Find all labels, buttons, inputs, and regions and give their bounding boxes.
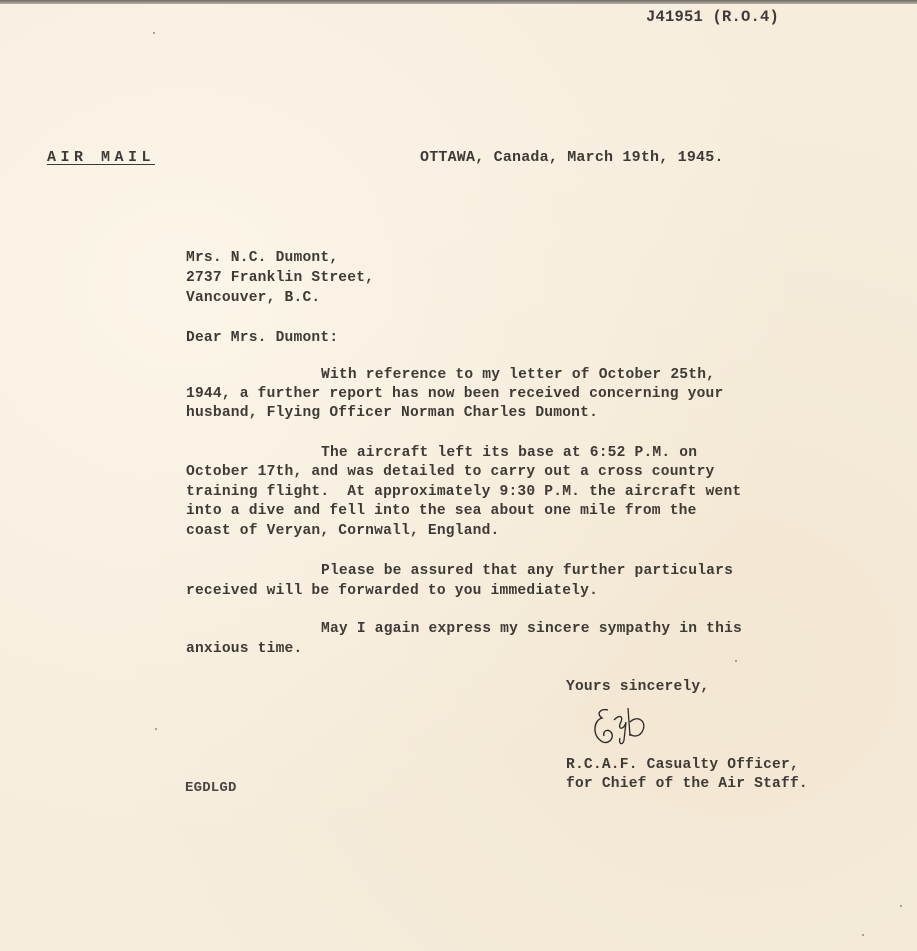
paper-speck — [155, 728, 157, 730]
closing: Yours sincerely, — [566, 679, 710, 695]
recipient-name: Mrs. N.C. Dumont, — [186, 250, 339, 266]
handwritten-signature-icon — [590, 700, 650, 752]
recipient-street: 2737 Franklin Street, — [186, 270, 375, 286]
paragraph-2-line-4: into a dive and fell into the sea about one mile from the — [186, 503, 697, 519]
paper-speck — [862, 934, 864, 936]
dateline: OTTAWA, Canada, March 19th, 1945. — [420, 149, 724, 166]
salutation: Dear Mrs. Dumont: — [186, 330, 339, 346]
paragraph-1-line-1: With reference to my letter of October 25th, — [321, 367, 716, 383]
paper-speck — [735, 660, 737, 662]
paragraph-4-line-1: May I again express my sincere sympathy in this — [321, 621, 743, 637]
paper-speck — [900, 905, 902, 907]
signatory-title: R.C.A.F. Casualty Officer, — [566, 757, 799, 773]
paragraph-3-line-2: received will be forwarded to you immediately. — [186, 583, 599, 599]
paper-speck — [153, 32, 155, 34]
scan-top-edge — [0, 0, 917, 4]
paragraph-3-line-1: Please be assured that any further particulars — [321, 563, 734, 579]
paragraph-2-line-2: October 17th, and was detailed to carry out a cross country — [186, 464, 715, 480]
paragraph-1-line-3: husband, Flying Officer Norman Charles Dumont. — [186, 405, 599, 421]
file-reference: J41951 (R.O.4) — [646, 8, 780, 26]
paragraph-2-line-1: The aircraft left its base at 6:52 P.M. on — [321, 445, 698, 461]
paragraph-2-line-5: coast of Veryan, Cornwall, England. — [186, 523, 500, 539]
paragraph-1-line-2: 1944, a further report has now been received concerning your — [186, 386, 724, 402]
recipient-city: Vancouver, B.C. — [186, 290, 321, 306]
paragraph-4-line-2: anxious time. — [186, 641, 303, 657]
air-mail-heading: AIR MAIL — [47, 149, 156, 166]
typist-initials: EGDLGD — [185, 780, 237, 796]
signatory-organization: for Chief of the Air Staff. — [566, 776, 808, 792]
paragraph-2-line-3: training flight. At approximately 9:30 P.M. the aircraft went — [186, 484, 742, 500]
